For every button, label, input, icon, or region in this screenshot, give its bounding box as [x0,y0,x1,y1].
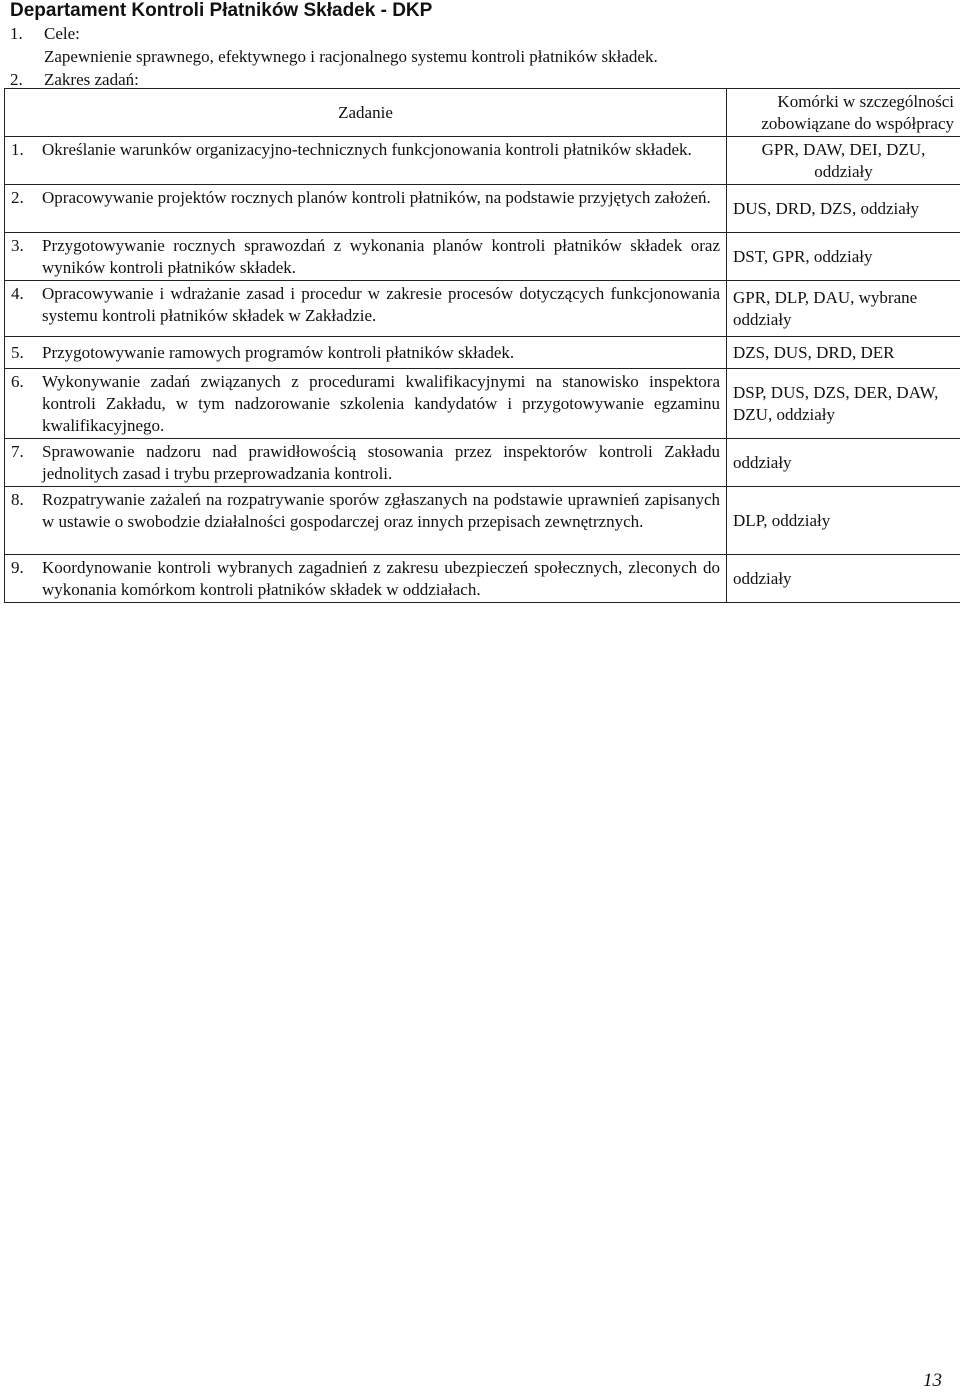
scope-label: Zakres zadań: [44,70,139,89]
goals-text: Zapewnienie sprawnego, efektywnego i racjonalnego systemu kontroli płatników składek. [44,47,658,66]
row-number: 7. [11,442,24,461]
row-task: Opracowywanie i wdrażanie zasad i procedur w zakresie procesów dotyczących funkcjonowania systemu kontroli płatników składek w Zakładzie. [42,284,720,325]
header-units [727,89,960,137]
table-row [5,233,960,281]
goals-line [10,23,80,44]
scope-line [10,69,139,90]
header-task: Zadanie [5,89,727,137]
row-task: Koordynowanie kontroli wybranych zagadnień z zakresu ubezpieczeń społecznych, zleconych do wykonania komórkom kontroli płatników składek w oddziałach. [42,558,720,599]
row-task: Sprawowanie nadzoru nad prawidłowością stosowania przez inspektorów kontroli Zakładu jednolitych zasad i trybu przeprowadzania kontroli. [42,442,720,483]
table-row [5,369,960,439]
row-units: GPR, DLP, DAU, wybrane oddziały [727,281,960,337]
table-header-row [5,89,960,137]
row-units: DZS, DUS, DRD, DER [727,337,960,369]
header-units-line1: Komórki w szczególności [777,92,954,111]
row-number: 4. [11,284,24,303]
row-units: DLP, oddziały [727,487,960,555]
goals-label: Cele: [44,24,80,43]
table-row [5,137,960,185]
row-number: 5. [11,343,24,362]
row-task: Określanie warunków organizacyjno-technicznych funkcjonowania kontroli płatników składek. [42,140,692,159]
row-units: DST, GPR, oddziały [727,233,960,281]
table-row [5,439,960,487]
table-row [5,555,960,603]
table-row [5,487,960,555]
row-number: 9. [11,558,24,577]
goals-number: 1. [10,24,23,43]
tasks-table-part-1 [4,88,960,337]
row-task: Przygotowywanie rocznych sprawozdań z wykonania planów kontroli płatników składek oraz wyników kontroli płatników składek. [42,236,720,277]
row-units: DSP, DUS, DZS, DER, DAW, DZU, oddziały [727,369,960,439]
row-number: 6. [11,372,24,391]
table-row [5,337,960,369]
row-units: oddziały [727,555,960,603]
header-units-line2: zobowiązane do współpracy [761,114,954,133]
row-task: Przygotowywanie ramowych programów kontroli płatników składek. [42,343,515,362]
table-row [5,185,960,233]
row-task: Wykonywanie zadań związanych z procedurami kwalifikacyjnymi na stanowisko inspektora kontroli Zakładu, w tym nadzorowanie szkolenia kandydatów i przygotowywanie egzaminu kwalifikacyjnego. [42,372,720,435]
tasks-table-part-2 [4,336,960,603]
row-number: 1. [11,140,24,159]
row-number: 8. [11,490,24,509]
scope-number: 2. [10,70,23,89]
row-units: oddziały [727,439,960,487]
row-task: Opracowywanie projektów rocznych planów kontroli płatników, na podstawie przyjętych założeń. [42,188,711,207]
row-units: DUS, DRD, DZS, oddziały [727,185,960,233]
page-number: 13 [923,1370,942,1391]
row-task: Rozpatrywanie zażaleń na rozpatrywanie sporów zgłaszanych na podstawie uprawnień zapisanych w ustawie o swobodzie działalności gospodarczej oraz innych przepisach zewnętrznych. [42,490,720,531]
page-title: Departament Kontroli Płatników Składek - DKP [10,0,433,21]
row-number: 2. [11,188,24,207]
row-units: GPR, DAW, DEI, DZU, oddziały [727,137,960,185]
row-number: 3. [11,236,24,255]
table-row [5,281,960,337]
